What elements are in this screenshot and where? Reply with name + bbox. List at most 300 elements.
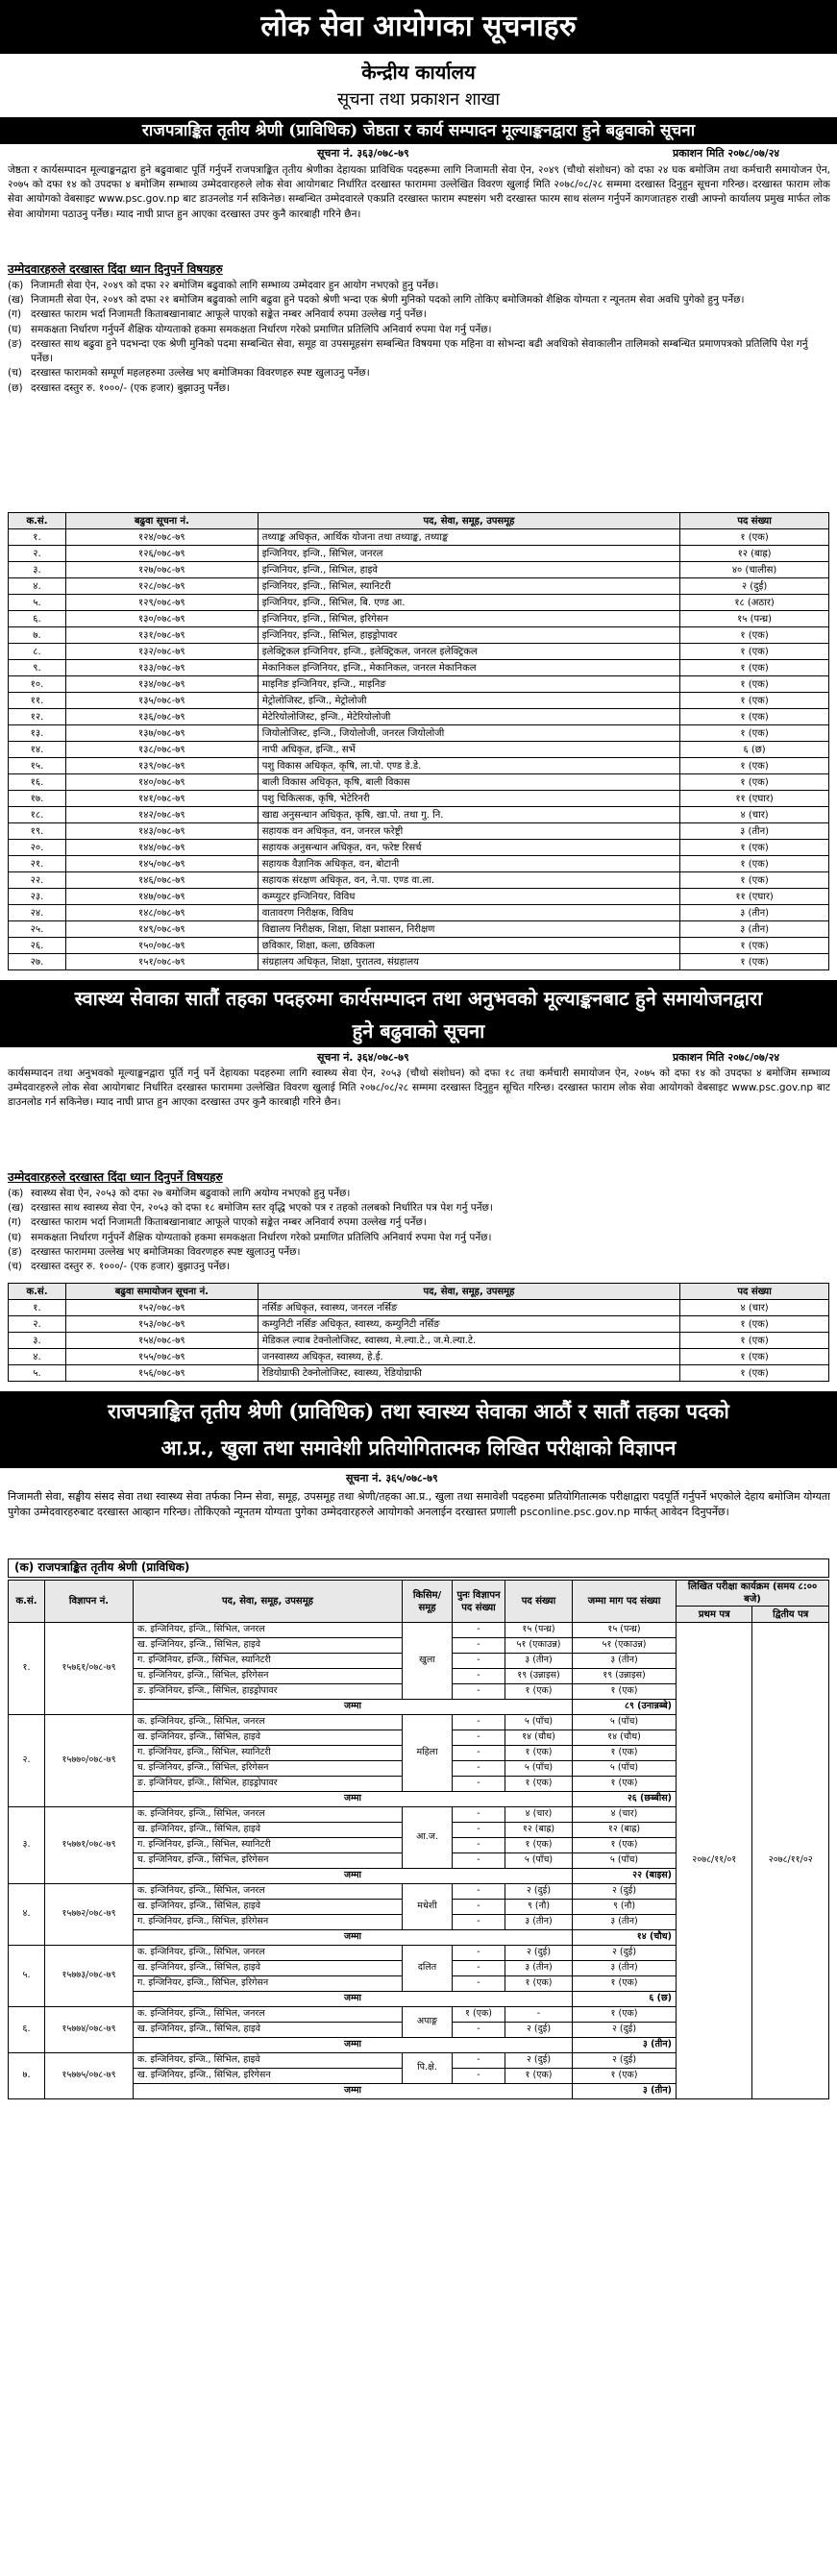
table-cell: १ (एक) <box>680 529 829 546</box>
table-cell: १ (एक) <box>680 872 829 889</box>
post-cell: ग. इन्जिनियर, इन्जि., सिभिल, इरिगेसन <box>134 1915 403 1930</box>
office-title: केन्द्रीय कार्यालय <box>361 61 476 84</box>
post-count-cell: १९ (उन्नाइस) <box>505 1669 573 1684</box>
table-cell: २२. <box>9 872 66 889</box>
table-cell: १३. <box>9 725 66 742</box>
table-cell: १५०/०७८-७९ <box>65 938 258 954</box>
post-count-cell: २ (दुई) <box>505 1884 573 1900</box>
post-cell: ख. इन्जिनियर, इन्जि., सिभिल, हाइवे <box>134 1823 403 1838</box>
table-cell: जियोलोजिस्ट, इन्जि., जियोलोजी, जनरल जियोलोजी <box>258 725 679 742</box>
requirement-item <box>8 323 830 337</box>
group-type-cell: आ.ज. <box>403 1807 453 1869</box>
table-cell: ४. <box>9 1349 66 1365</box>
table-cell: मेडिकल ल्याब टेक्नोलोजिस्ट, स्वास्थ्य, मे.ल्या.टे., ज.मे.ल्या.टे. <box>258 1333 679 1349</box>
post-count-cell: १ (एक) <box>505 1746 573 1761</box>
table-row <box>9 644 829 660</box>
notice2-intro: कार्यसम्पादन तथा अनुभवको मूल्याङ्कनद्वारा पूर्ति गर्नु पर्ने देहायका पदहरुमा लागि स्वास्थ्य सेवा ऐन, २०५३ (चौथो संशोधन) को दफा १८ तथा कर्मचारी समायोजन ऐन, २०७५ को दफा १४ को उपदफा ४ बमोजिम सम्भाव्य उम्मेदवारहरुले लोक सेवा आयोगबाट निर्धारित दरखास्त फाराममा उल्लेखित विवरण खुलाई मिति २०७८/०८/२८ सम्ममा दरखास्त दिनुहुन सूचित गरिन्छ। दरखास्त फाराम लोक सेवा आयोगको वेबसाइट www.psc.gov.np बाट डाउनलोड गर्न सकिनेछ। म्याद नाघी प्राप्त हुन आएका दरखास्त उपर कुनै कारबाही गरिने छैन। <box>8 1067 830 1109</box>
requirement-item <box>8 1215 830 1230</box>
table-cell: ४ (चार) <box>680 807 829 823</box>
table-cell: माइनिङ इन्जिनियर, इन्जि., माइनिङ <box>258 676 679 693</box>
page-title: लोक सेवा आयोगका सूचनाहरु <box>0 0 837 54</box>
table-cell: १५६/०७८-७९ <box>65 1365 258 1382</box>
post-cell: ख. इन्जिनियर, इन्जि., सिभिल, हाइवे <box>134 1730 403 1746</box>
table-cell: १४४/०७८-७९ <box>65 840 258 856</box>
readvertise-count-cell: १ (एक) <box>453 2007 505 2023</box>
readvertise-count-cell: - <box>453 1961 505 1976</box>
readvertise-count-cell: - <box>453 1853 505 1869</box>
table-cell: १५ (पन्ध्र) <box>680 611 829 627</box>
post-cell: क. इन्जिनियर, इन्जि., सिभिल, हाइवे <box>134 2053 403 2069</box>
table-cell: १ (एक) <box>680 627 829 644</box>
notice3-heading <box>0 1391 837 1468</box>
table-row <box>9 660 829 676</box>
post-count-cell: ५ (पाँच) <box>505 1761 573 1777</box>
table-cell: २६. <box>9 938 66 954</box>
table-cell: खाद्य अनुसन्धान अधिकृत, कृषि, खा.पो. तथा गु. नि. <box>258 807 679 823</box>
table-cell: १२. <box>9 709 66 725</box>
table-cell: १३५/०७८-७९ <box>65 693 258 709</box>
readvertise-count-cell: - <box>453 1823 505 1838</box>
table-cell: १ (एक) <box>680 954 829 970</box>
group-total-cell: ६ (छ) <box>573 1992 677 2007</box>
table-cell: १ (एक) <box>680 725 829 742</box>
requirement-item <box>8 366 830 380</box>
post-count-cell: ४ (चार) <box>505 1807 573 1823</box>
table-cell: इलेक्ट्रिकल इन्जिनियर, इन्जि., इलेक्ट्रिकल, जनरल इलेक्ट्रिकल <box>258 644 679 660</box>
total-demand-cell: २ (दुई) <box>573 1884 677 1900</box>
post-cell: ख. इन्जिनियर, इन्जि., सिभिल, हाइवे <box>134 1900 403 1915</box>
advert-number-cell: १५७७४/०७८-७९ <box>45 2007 134 2053</box>
table-cell: इन्जिनियर, इन्जि., सिभिल, जनरल <box>258 546 679 562</box>
column-header: पद संख्या <box>505 1581 573 1623</box>
table-cell: १ (एक) <box>680 1365 829 1382</box>
requirement-text: स्वास्थ्य सेवा ऐन, २०५३ को दफा २७ बमोजिम बढुवाको लागि अयोग्य नभएको हुनु पर्नेछ। <box>31 1188 351 1199</box>
table-cell: जनस्वास्थ्य अधिकृत, स्वास्थ्य, हे.ई. <box>258 1349 679 1365</box>
total-demand-cell: १ (एक) <box>573 1976 677 1992</box>
table-cell: १४७/०७८-७९ <box>65 889 258 905</box>
table-cell: १३१/०७८-७९ <box>65 627 258 644</box>
requirement-key: (क) <box>8 1188 24 1199</box>
table-cell: मेटेरियोलोजिस्ट, इन्जि., मेटेरियोलोजी <box>258 709 679 725</box>
readvertise-count-cell: - <box>453 1777 505 1792</box>
table-row <box>9 807 829 823</box>
table-cell: १३०/०७८-७९ <box>65 611 258 627</box>
table-cell: सहायक वैज्ञानिक अधिकृत, वन, बोटानी <box>258 856 679 872</box>
table-header-row <box>9 1581 829 1607</box>
table-cell: १३९/०७८-७९ <box>65 758 258 774</box>
table-cell: १४५/०७८-७९ <box>65 856 258 872</box>
notice3-section: (क) राजपत्राङ्कित तृतीय श्रेणी (प्राविधिक) <box>8 1558 829 1578</box>
column-header: पद संख्या <box>680 1284 829 1300</box>
table-cell: २७. <box>9 954 66 970</box>
table-row <box>9 758 829 774</box>
column-header: लिखित परीक्षा कार्यक्रम (समय ८:०० बजे) <box>677 1581 829 1607</box>
table-cell: ४० (चालीस) <box>680 562 829 578</box>
table-row <box>9 889 829 905</box>
table-row <box>9 595 829 611</box>
table-row <box>9 725 829 742</box>
post-count-cell: १५ (पन्ध्र) <box>505 1623 573 1638</box>
table-cell: ४ (चार) <box>680 1300 829 1316</box>
table-cell: १४०/०७८-७९ <box>65 774 258 791</box>
table-cell: ३. <box>9 1333 66 1349</box>
total-label-cell: जम्मा <box>134 1869 573 1884</box>
column-header: बढुवा समायोजन सूचना नं. <box>65 1284 258 1300</box>
table-row <box>9 856 829 872</box>
table-row <box>9 872 829 889</box>
requirement-key: (ङ) <box>8 337 22 350</box>
requirement-key: (ख) <box>8 294 24 307</box>
readvertise-count-cell: - <box>453 1838 505 1853</box>
requirement-key: (घ) <box>8 1231 22 1243</box>
post-cell: ख. इन्जिनियर, इन्जि., सिभिल, इरिगेसन <box>134 2069 403 2084</box>
advert-number-cell: १५७७०/०७८-७९ <box>45 1715 134 1807</box>
post-cell: घ. इन्जिनियर, इन्जि., सिभिल, इरिगेसन <box>134 1853 403 1869</box>
notice2-number: सूचना नं. ३६४/०७८-७९ <box>317 1051 409 1064</box>
table-row <box>9 840 829 856</box>
requirement-key: (ख) <box>8 1202 24 1214</box>
table-header-row <box>9 513 829 529</box>
table-cell: नापी अधिकृत, इन्जि., सर्भे <box>258 742 679 758</box>
table-cell: १५४/०७८-७९ <box>65 1333 258 1349</box>
table-cell: १४९/०७८-७९ <box>65 921 258 938</box>
table-cell: विद्यालय निरीक्षक, शिक्षा, शिक्षा प्रशासन, निरीक्षण <box>258 921 679 938</box>
column-header: प्रथम पत्र <box>677 1607 752 1623</box>
table-cell: १२९/०७८-७९ <box>65 595 258 611</box>
branch-title: सूचना तथा प्रकाशन शाखा <box>336 89 501 110</box>
table-cell: २. <box>9 1316 66 1333</box>
requirement-key: (ग) <box>8 1216 22 1229</box>
total-demand-cell: १२ (बाह्र) <box>573 1823 677 1838</box>
requirement-item <box>8 1231 830 1245</box>
notice1-table <box>8 512 829 970</box>
requirement-item <box>8 1187 830 1201</box>
table-row <box>9 562 829 578</box>
total-demand-cell: १ (एक) <box>573 1746 677 1761</box>
post-count-cell: १४ (चौध) <box>505 1730 573 1746</box>
table-cell: १४. <box>9 742 66 758</box>
requirement-text: समकक्षता निर्धारण गर्नुपर्ने शैक्षिक योग्यताको हकमा समकक्षता निर्धारण गरेको प्रमाणित प्रतिलिपि अनिवार्य रुपमा पेश गर्नु पर्नेछ। <box>31 1231 492 1243</box>
group-type-cell: पि.क्षे. <box>403 2053 453 2084</box>
table-row <box>9 627 829 644</box>
table-row <box>9 676 829 693</box>
post-count-cell: १ (एक) <box>505 1838 573 1853</box>
requirement-text: दरखास्त साथ बढुवा हुने पदभन्दा एक श्रेणी मुनिको पदमा सम्बन्धित सेवा, समूह वा उपसमूहसंग सम्बन्धित विषयमा एक महिना वा सोभन्दा बढी अवधिको सेवाकालीन तालिमको सम्बन्धित प्रमाणपत्रको प्रतिलिपि पेश गर्नु पर्नेछ। <box>31 337 808 365</box>
requirement-item <box>8 1201 830 1215</box>
column-header: क.सं. <box>9 1284 66 1300</box>
post-cell: ङ. इन्जिनियर, इन्जि., सिभिल, हाइड्रोपावर <box>134 1777 403 1792</box>
total-demand-cell: ३ (तीन) <box>573 1654 677 1669</box>
serial-cell: २. <box>9 1715 45 1807</box>
table-cell: १९. <box>9 823 66 840</box>
table-cell: १ (एक) <box>680 693 829 709</box>
group-type-cell: मधेशी <box>403 1884 453 1930</box>
group-type-cell: दलित <box>403 1946 453 1992</box>
readvertise-count-cell: - <box>453 1915 505 1930</box>
readvertise-count-cell: - <box>453 1715 505 1730</box>
table-cell: २१. <box>9 856 66 872</box>
post-cell: ङ. इन्जिनियर, इन्जि., सिभिल, हाइड्रोपावर <box>134 1684 403 1700</box>
post-cell: ग. इन्जिनियर, इन्जि., सिभिल, स्यानिटरी <box>134 1746 403 1761</box>
post-count-cell: १ (एक) <box>505 1976 573 1992</box>
total-demand-cell: १ (एक) <box>573 1838 677 1853</box>
requirement-key: (छ) <box>8 381 23 394</box>
group-total-cell: ३ (तीन) <box>573 2038 677 2053</box>
table-cell: ११ (एघार) <box>680 889 829 905</box>
column-header: पद, सेवा, समूह, उपसमूह <box>258 513 679 529</box>
table-cell: १ (एक) <box>680 856 829 872</box>
table-header-row <box>9 1284 829 1300</box>
table-cell: रेडियोग्राफी टेक्नोलोजिस्ट, स्वास्थ्य, रेडियोग्राफी <box>258 1365 679 1382</box>
total-demand-cell: ५ (पाँच) <box>573 1761 677 1777</box>
table-cell: १४१/०७८-७९ <box>65 791 258 807</box>
table-cell: २३. <box>9 889 66 905</box>
table-cell: २४. <box>9 905 66 921</box>
table-row <box>9 1316 829 1333</box>
requirement-text: दरखास्त फाराम भर्दा निजामती किताबखानाबाट आफूले पाएको सङ्केत नम्बर अनिवार्य रुपमा उल्लेख गर्नु पर्नेछ। <box>31 1216 427 1229</box>
table-cell: वातावरण निरीक्षक, विविध <box>258 905 679 921</box>
serial-cell: ७. <box>9 2053 45 2099</box>
table-cell: १ (एक) <box>680 709 829 725</box>
requirement-item <box>8 381 830 396</box>
table-row <box>9 774 829 791</box>
table-cell: १५१/०७८-७९ <box>65 954 258 970</box>
table-cell: १८ (अठार) <box>680 595 829 611</box>
notice1-number: सूचना नं. ३६३/०७८-७९ <box>317 147 409 159</box>
column-header: विज्ञापन नं. <box>45 1581 134 1623</box>
table-cell: २ (दुई) <box>680 578 829 595</box>
readvertise-count-cell: - <box>453 1638 505 1654</box>
column-header: पद, सेवा, समूह, उपसमूह <box>134 1581 403 1623</box>
post-cell: घ. इन्जिनियर, इन्जि., सिभिल, इरिगेसन <box>134 1761 403 1777</box>
table-cell: १ (एक) <box>680 758 829 774</box>
requirement-item <box>8 307 830 322</box>
table-row <box>9 611 829 627</box>
total-demand-cell: १ (एक) <box>573 2007 677 2023</box>
table-cell: १४३/०७८-७९ <box>65 823 258 840</box>
table-cell: तथ्याङ्क अधिकृत, आर्थिक योजना तथा तथ्याङ्क, तथ्याङ्क <box>258 529 679 546</box>
requirement-item <box>8 1260 830 1274</box>
group-total-cell: १४ (चौध) <box>573 1930 677 1946</box>
table-cell: मेकानिकल इन्जिनियर, इन्जि., मेकानिकल, जनरल मेकानिकल <box>258 660 679 676</box>
post-cell: ख. इन्जिनियर, इन्जि., सिभिल, हाइवे <box>134 1638 403 1654</box>
table-cell: १३३/०७८-७९ <box>65 660 258 676</box>
requirement-item <box>8 293 830 307</box>
post-cell: ग. इन्जिनियर, इन्जि., सिभिल, स्यानिटरी <box>134 1838 403 1853</box>
table-cell: १०. <box>9 676 66 693</box>
table-cell: पशु विकास अधिकृत, कृषि, ला.पो. एण्ड डे.डे. <box>258 758 679 774</box>
post-count-cell: ५१ (एकाउन्न) <box>505 1638 573 1654</box>
notice1-pub-date: प्रकाशन मिति २०७८/०७/२४ <box>673 147 780 159</box>
table-cell: मेट्रोलोजिस्ट, इन्जि., मेट्रोलोजी <box>258 693 679 709</box>
advert-number-cell: १५७७५/०७८-७९ <box>45 2053 134 2099</box>
table-cell: १८. <box>9 807 66 823</box>
notice3-number: सूचना नं. ३६५/०७८-७९ <box>346 1472 438 1484</box>
readvertise-count-cell: - <box>453 1730 505 1746</box>
post-cell: ख. इन्जिनियर, इन्जि., सिभिल, हाइवे <box>134 1961 403 1976</box>
table-cell: इन्जिनियर, इन्जि., सिभिल, बि. एण्ड आ. <box>258 595 679 611</box>
total-demand-cell: ४ (चार) <box>573 1807 677 1823</box>
table-cell: १३७/०७८-७९ <box>65 725 258 742</box>
post-cell: क. इन्जिनियर, इन्जि., सिभिल, जनरल <box>134 1623 403 1638</box>
notice2-table <box>8 1283 829 1382</box>
table-cell: १ (एक) <box>680 660 829 676</box>
table-cell: ६. <box>9 611 66 627</box>
table-cell: बाली विकास अधिकृत, कृषि, बाली विकास <box>258 774 679 791</box>
table-cell: १५२/०७८-७९ <box>65 1300 258 1316</box>
group-type-cell: अपाङ्ग <box>403 2007 453 2038</box>
table-cell: १६. <box>9 774 66 791</box>
requirement-item <box>8 279 830 293</box>
table-row <box>9 921 829 938</box>
table-cell: ५. <box>9 1365 66 1382</box>
table-cell: २. <box>9 546 66 562</box>
serial-cell: १. <box>9 1623 45 1715</box>
table-row <box>9 938 829 954</box>
column-header: द्वितीय पत्र <box>752 1607 829 1623</box>
total-demand-cell: ५ (पाँच) <box>573 1715 677 1730</box>
table-cell: सहायक वन अधिकृत, वन, जनरल फरेष्ट्री <box>258 823 679 840</box>
total-label-cell: जम्मा <box>134 1930 573 1946</box>
serial-cell: ६. <box>9 2007 45 2053</box>
table-row <box>9 1365 829 1382</box>
notice3-heading-line1: राजपत्राङ्कित तृतीय श्रेणी (प्राविधिक) तथा स्वास्थ्य सेवाका आठौं र सातौं तहका पदको <box>108 1399 729 1423</box>
table-cell: १५३/०७८-७९ <box>65 1316 258 1333</box>
exam-first-paper-cell: २०७८/११/०१ <box>677 1623 752 2099</box>
table-cell: १७. <box>9 791 66 807</box>
table-row <box>9 529 829 546</box>
requirement-text: दरखास्त साथ स्वास्थ्य सेवा ऐन, २०५३ को दफा १८ बमोजिम स्तर वृद्धि भएको पत्र र तहको तलबको निर्धारित पत्र पेश गर्नु पर्नेछ। <box>31 1202 493 1214</box>
requirement-text: निजामती सेवा ऐन, २०४९ को दफा २२ बमोजिम बढुवाको लागि सम्भाव्य उम्मेदवार हुन आयोग नभएको हुनु पर्नेछ। <box>31 280 439 291</box>
table-cell: ८. <box>9 644 66 660</box>
column-header: किसिम/ समूह <box>403 1581 453 1623</box>
table-row <box>9 954 829 970</box>
table-row <box>9 1623 829 1638</box>
post-cell: क. इन्जिनियर, इन्जि., सिभिल, जनरल <box>134 1715 403 1730</box>
table-cell: १ (एक) <box>680 938 829 954</box>
total-demand-cell: १ (एक) <box>573 2069 677 2084</box>
table-cell: १५५/०७८-७९ <box>65 1349 258 1365</box>
readvertise-count-cell: - <box>453 2069 505 2084</box>
requirement-key: (च) <box>8 367 22 380</box>
post-count-cell: १२ (बाह्र) <box>505 1823 573 1838</box>
group-type-cell: खुला <box>403 1623 453 1700</box>
post-cell: घ. इन्जिनियर, इन्जि., सिभिल, इरिगेसन <box>134 1669 403 1684</box>
post-cell: क. इन्जिनियर, इन्जि., सिभिल, जनरल <box>134 2007 403 2023</box>
table-cell: १ (एक) <box>680 1333 829 1349</box>
table-cell: ३ (तीन) <box>680 921 829 938</box>
post-count-cell: ३ (तीन) <box>505 1915 573 1930</box>
table-cell: ३ (तीन) <box>680 823 829 840</box>
table-cell: १ (एक) <box>680 1316 829 1333</box>
requirement-text: दरखास्त फाराम भर्दा निजामती किताबखानाबाट आफूले पाएको सङ्केत नम्बर अनिवार्य रुपमा उल्लेख गर्नु पर्नेछ। <box>31 308 427 321</box>
column-header: जम्मा माग पद संख्या <box>573 1581 677 1623</box>
post-cell: ग. इन्जिनियर, इन्जि., सिभिल, स्यानिटरी <box>134 1654 403 1669</box>
total-label-cell: जम्मा <box>134 2084 573 2099</box>
post-count-cell: ५ (पाँच) <box>505 1853 573 1869</box>
requirement-key: (क) <box>8 280 24 291</box>
table-cell: १३२/०७८-७९ <box>65 644 258 660</box>
total-demand-cell: ३ (तीन) <box>573 1915 677 1930</box>
post-cell: ग. इन्जिनियर, इन्जि., सिभिल, इरिगेसन <box>134 1976 403 1992</box>
post-count-cell: २ (दुई) <box>505 2023 573 2038</box>
post-cell: क. इन्जिनियर, इन्जि., सिभिल, जनरल <box>134 1946 403 1961</box>
table-cell: १. <box>9 1300 66 1316</box>
table-row <box>9 742 829 758</box>
table-cell: ३ (तीन) <box>680 905 829 921</box>
table-cell: ११. <box>9 693 66 709</box>
table-cell: इन्जिनियर, इन्जि., सिभिल, स्यानिटरी <box>258 578 679 595</box>
table-cell: इन्जिनियर, इन्जि., सिभिल, इरिगेसन <box>258 611 679 627</box>
requirement-item <box>8 1245 830 1260</box>
post-cell: क. इन्जिनियर, इन्जि., सिभिल, जनरल <box>134 1884 403 1900</box>
group-type-cell: महिला <box>403 1715 453 1792</box>
table-cell: कम्युनिटी नर्सिङ अधिकृत, स्वास्थ्य, कम्युनिटी नर्सिङ <box>258 1316 679 1333</box>
table-cell: १२ (बाह्र) <box>680 546 829 562</box>
post-count-cell: १ (एक) <box>505 2069 573 2084</box>
advert-number-cell: १५७७३/०७८-७९ <box>45 1946 134 2007</box>
table-cell: १३६/०७८-७९ <box>65 709 258 725</box>
requirement-key: (घ) <box>8 323 22 335</box>
readvertise-count-cell: - <box>453 1976 505 1992</box>
table-cell: नर्सिङ अधिकृत, स्वास्थ्य, जनरल नर्सिङ <box>258 1300 679 1316</box>
group-total-cell: २२ (बाइस) <box>573 1869 677 1884</box>
table-cell: १२८/०७८-७९ <box>65 578 258 595</box>
table-cell: १३४/०७८-७९ <box>65 676 258 693</box>
table-cell: १ (एक) <box>680 774 829 791</box>
table-cell: १४६/०७८-७९ <box>65 872 258 889</box>
notice2-pub-date: प्रकाशन मिति २०७८/०७/२४ <box>673 1051 780 1064</box>
advert-number-cell: १५७७२/०७८-७९ <box>45 1884 134 1946</box>
serial-cell: ३. <box>9 1807 45 1884</box>
advert-number-cell: १५७६१/०७८-७९ <box>45 1623 134 1715</box>
total-demand-cell: १५ (पन्ध्र) <box>573 1623 677 1638</box>
total-demand-cell: १ (एक) <box>573 1684 677 1700</box>
table-cell: ११ (एघार) <box>680 791 829 807</box>
table-cell: १४२/०७८-७९ <box>65 807 258 823</box>
requirement-text: दरखास्त फाराममा उल्लेख भए बमोजिमका विवरणहरु स्पष्ट खुलाउनु पर्नेछ। <box>31 1245 301 1258</box>
table-cell: १४८/०७८-७९ <box>65 905 258 921</box>
notice2-heading-line2: हुने बढुवाको सूचना <box>352 1019 485 1043</box>
post-count-cell: ३ (तीन) <box>505 1654 573 1669</box>
table-cell: सहायक अनुसन्धान अधिकृत, वन, फरेष्ट रिसर्च <box>258 840 679 856</box>
table-row <box>9 1349 829 1365</box>
table-cell: १. <box>9 529 66 546</box>
notice3-heading-line2: आ.प्र., खुला तथा समावेशी प्रतियोगितात्मक लिखित परीक्षाको विज्ञापन <box>160 1435 677 1460</box>
total-demand-cell: ५ (पाँच) <box>573 1853 677 1869</box>
table-row <box>9 578 829 595</box>
readvertise-count-cell: - <box>453 1654 505 1669</box>
column-header: क.सं. <box>9 513 66 529</box>
table-cell: १ (एक) <box>680 644 829 660</box>
total-demand-cell: ५१ (एकाउन्न) <box>573 1638 677 1654</box>
group-total-cell: २६ (छब्बीस) <box>573 1792 677 1807</box>
notice1-points <box>8 279 830 396</box>
notice3-intro: निजामती सेवा, सङ्घीय संसद सेवा तथा स्वास्थ्य सेवा तर्फका निम्न सेवा, समूह, उपसमूह तथा श्रेणी/तहका आ.प्र., खुला तथा समावेशी पदहरुमा प्रतियोगितात्मक परीक्षाद्वारा पदपूर्ति गर्नुपर्ने भएकोले देहाय बमोजिम योग्यता पुगेका उम्मेदवारहरुबाट दरखास्त आव्हान गरिन्छ। तोकिएको न्यूनतम योग्यता पुगेका उम्मेदवारहरुले आयोगको अनलाईन दरखास्त प्रणाली psconline.psc.gov.np मार्फत् आवेदन दिनुपर्नेछ। <box>8 1490 830 1518</box>
table-row <box>9 791 829 807</box>
post-count-cell: १ (एक) <box>505 1777 573 1792</box>
table-row <box>9 546 829 562</box>
requirement-key: (ग) <box>8 308 22 321</box>
total-demand-cell: १९ (उन्नाइस) <box>573 1669 677 1684</box>
table-cell: छविकार, शिक्षा, कला, छविकला <box>258 938 679 954</box>
notice1-intro: जेष्ठता र कार्यसम्पादन मूल्याङ्कनद्वारा हुने बढुवाबाट पूर्ति गर्नुपर्ने राजपत्राङ्कित तृतीय श्रेणीका देहायका प्राविधिक पदहरूमा लागि निजामती सेवा ऐन, २०४९ (चौथो संशोधन) को दफा २४ घक बमोजिम तथा कर्मचारी समायोजन ऐन, २०७५ को दफा १४ को उपदफा ४ बमोजिम सम्भाव्य उम्मेदवारहरुले लोक सेवा आयोगबाट निर्धारित दरखास्त फाराममा उल्लेखित विवरण खुलाई मिति २०७८/०८/२८ सम्ममा दरखास्त दिनुहुन सूचना गरिन्छ। दरखास्त फाराम लोक सेवा आयोगको वेबसाइट www.psc.gov.np बाट डाउनलोड गर्न सकिनेछ। सम्बन्धित उम्मेदवारले एकप्रति दरखास्त फाराम स्पष्टसंग भरी दरखास्त फारम साथ संलग्न गर्नुपर्ने कागजातहरु राखी आफ्नो कार्यालय प्रमुख मार्फत लोक सेवा आयोगमा पठाउनु पर्नेछ। म्याद नाघी प्राप्त हुन आएका दरखास्त उपर कुनै कारबाही गरिने छैन। <box>8 164 830 220</box>
table-cell: सहायक संरक्षण अधिकृत, वन, ने.पा. एण्ड वा.ला. <box>258 872 679 889</box>
table-cell: १३८/०७८-७९ <box>65 742 258 758</box>
post-count-cell: ३ (तीन) <box>505 1961 573 1976</box>
table-cell: इन्जिनियर, इन्जि., सिभिल, हाइवे <box>258 562 679 578</box>
post-count-cell: ९ (नौ) <box>505 1900 573 1915</box>
